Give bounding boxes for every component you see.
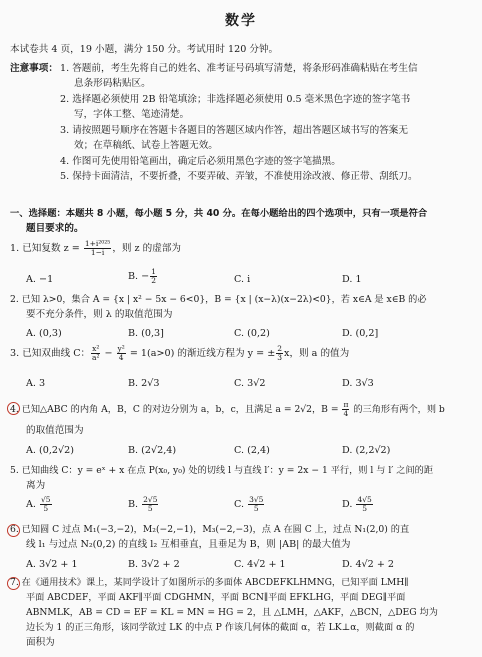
q5-option-c[interactable]: C. $\frac{3√5}{5}$ — [234, 495, 264, 513]
q5-option-b[interactable]: B. $\frac{2√5}{5}$ — [128, 495, 158, 513]
note-2b: 写，字体工整、笔迹清楚。 — [74, 109, 190, 120]
question-4-line-2: 的取值范围为 — [26, 425, 84, 436]
question-7-line-4: 边长为 1 的正三角形，该同学欲过 LK 的中点 P 作该几何体的截面 α，若 LK⊥α，则截面 α 的 — [26, 622, 415, 633]
q4-option-a[interactable]: A. (0,2√2) — [26, 445, 74, 456]
q5-option-d[interactable]: D. $\frac{4√5}{5}$ — [342, 495, 372, 513]
note-3a: 3. 请按照题号顺序在答题卡各题目的答题区域内作答，超出答题区域书写的答案无 — [60, 125, 408, 136]
q1-option-b[interactable]: B. − $\frac{1}{2}$ — [128, 267, 156, 285]
q3-option-a[interactable]: A. 3 — [26, 378, 46, 389]
notes-label: 注意事项： — [10, 63, 58, 74]
question-5-line-2: 离为 — [26, 480, 46, 491]
q1-stem: 1. 已知复数 z = — [10, 243, 83, 254]
q4-option-b[interactable]: B. (2√2,4) — [128, 445, 177, 456]
note-4: 4. 作图可先使用铅笔画出，确定后必须用黑色字迹的签字笔描黑。 — [60, 156, 341, 167]
question-2-line-2: 要不充分条件，则 λ 的取值范围为 — [26, 309, 173, 320]
page-title: 数学 — [225, 13, 257, 29]
question-1 — [10, 240, 474, 257]
q2-option-d[interactable]: D. (0,2] — [342, 328, 379, 339]
note-1a: 1. 答题前，考生先将自己的姓名、准考证号码填写清楚，将条形码准确粘贴在考生信 — [60, 63, 418, 74]
intro-text: 本试卷共 4 页，19 小题，满分 150 分。考试用时 120 分钟。 — [10, 44, 279, 55]
q6-option-b[interactable]: B. 3√2 + 2 — [128, 559, 180, 570]
q3-option-b[interactable]: B. 2√3 — [128, 378, 160, 389]
question-7-line-5: 面积为 — [26, 637, 55, 648]
question-6-line-2: 线 l₁ 与过点 N₂(0,2) 的直线 l₂ 互相垂直，且垂足为 B，则 |AB| 的最大值为 — [26, 539, 351, 550]
q4-option-d[interactable]: D. (2,2√2) — [342, 445, 391, 456]
note-5: 5. 保持卡面清洁，不要折叠，不要弄破、弄皱，不准使用涂改液、修正带、刮纸刀。 — [60, 171, 418, 182]
question-6-line-1: 6. 已知圆 C 过点 M₁(−3,−2)，M₂(−2,−1)，M₃(−2,−3)，点 A 在圆 C 上，过点 N₁(2,0) 的直 — [10, 524, 410, 535]
q2-option-a[interactable]: A. (0,3) — [26, 328, 62, 339]
q3-option-c[interactable]: C. 3√2 — [234, 378, 266, 389]
q6-option-a[interactable]: A. 3√2 + 1 — [26, 559, 78, 570]
q2-option-c[interactable]: C. (0,2) — [234, 328, 270, 339]
q1-tail: ，则 z 的虚部为 — [112, 243, 182, 254]
question-2-line-1: 2. 已知 λ>0，集合 A = {x | x² − 5x − 6<0}，B = {x | (x−λ)(x−2λ)<0}，若 x∈A 是 x∈B 的必 — [10, 294, 427, 305]
question-7-line-2: 平面 ABCDEF，平面 AKF∥平面 CDGHMN，平面 BCN∥平面 EFKLHG，平面 DEG∥平面 — [26, 592, 406, 603]
q5-option-a[interactable]: A. $\frac{√5}{5}$ — [26, 495, 51, 513]
section-heading: 一、选择题：本题共 8 小题，每小题 5 分，共 40 分。在每小题给出的四个选项中，只有一项是符合 — [10, 208, 428, 219]
q6-option-c[interactable]: C. 4√2 + 1 — [234, 559, 286, 570]
q3-option-d[interactable]: D. 3√3 — [342, 378, 374, 389]
q1-option-c[interactable]: C. i — [234, 274, 251, 285]
note-1b: 息条形码粘贴区。 — [74, 78, 151, 89]
section-heading-cont: 题目要求的。 — [26, 223, 84, 234]
note-2a: 2. 选择题必须使用 2B 铅笔填涂；非选择题必须使用 0.5 毫米黑色字迹的签字笔书 — [60, 94, 411, 105]
question-5-line-1: 5. 已知曲线 C：y = eˣ + x 在点 P(x₀, y₀) 处的切线 l 与直线 l′：y = 2x − 1 平行，则 l 与 l′ 之间的距 — [10, 465, 434, 476]
q1-option-a[interactable]: A. −1 — [26, 274, 54, 285]
q4-option-c[interactable]: C. (2,4) — [234, 445, 270, 456]
question-4-line-1: 4. 已知△ABC 的内角 A，B，C 的对边分别为 a，b，c，且满足 a = 2√2，B = $\frac{\pi}{4}$ 的三角形有两个，则 b — [10, 400, 445, 418]
q1-option-d[interactable]: D. 1 — [342, 274, 362, 285]
question-7-line-3: ABNMLK，AB = CD = EF = KL = MN = HG = 2，且 △LMH，△AKF，△BCN，△DEG 均为 — [26, 607, 438, 618]
q2-option-b[interactable]: B. (0,3] — [128, 328, 164, 339]
q1-fraction: $\frac{\text{1+i²⁰²⁵}}{1-i}$ — [84, 239, 111, 257]
q6-option-d[interactable]: D. 4√2 + 2 — [342, 559, 395, 570]
note-3b: 效；在草稿纸、试卷上答题无效。 — [74, 140, 218, 151]
question-3: 3. 已知双曲线 C： $\frac{\text{x²}}{\text{a²}}$ − $\frac{\text{y²}}{4}$ = 1(a>0) 的渐近线方程为 y = ± $\frac{2}{3}$ x，则 a 的值为 — [10, 344, 350, 362]
question-7-line-1: 7. 在《通用技术》课上，某同学设计了如图所示的多面体 ABCDEFKLHMNG，已知平面 LMH∥ — [10, 577, 409, 588]
